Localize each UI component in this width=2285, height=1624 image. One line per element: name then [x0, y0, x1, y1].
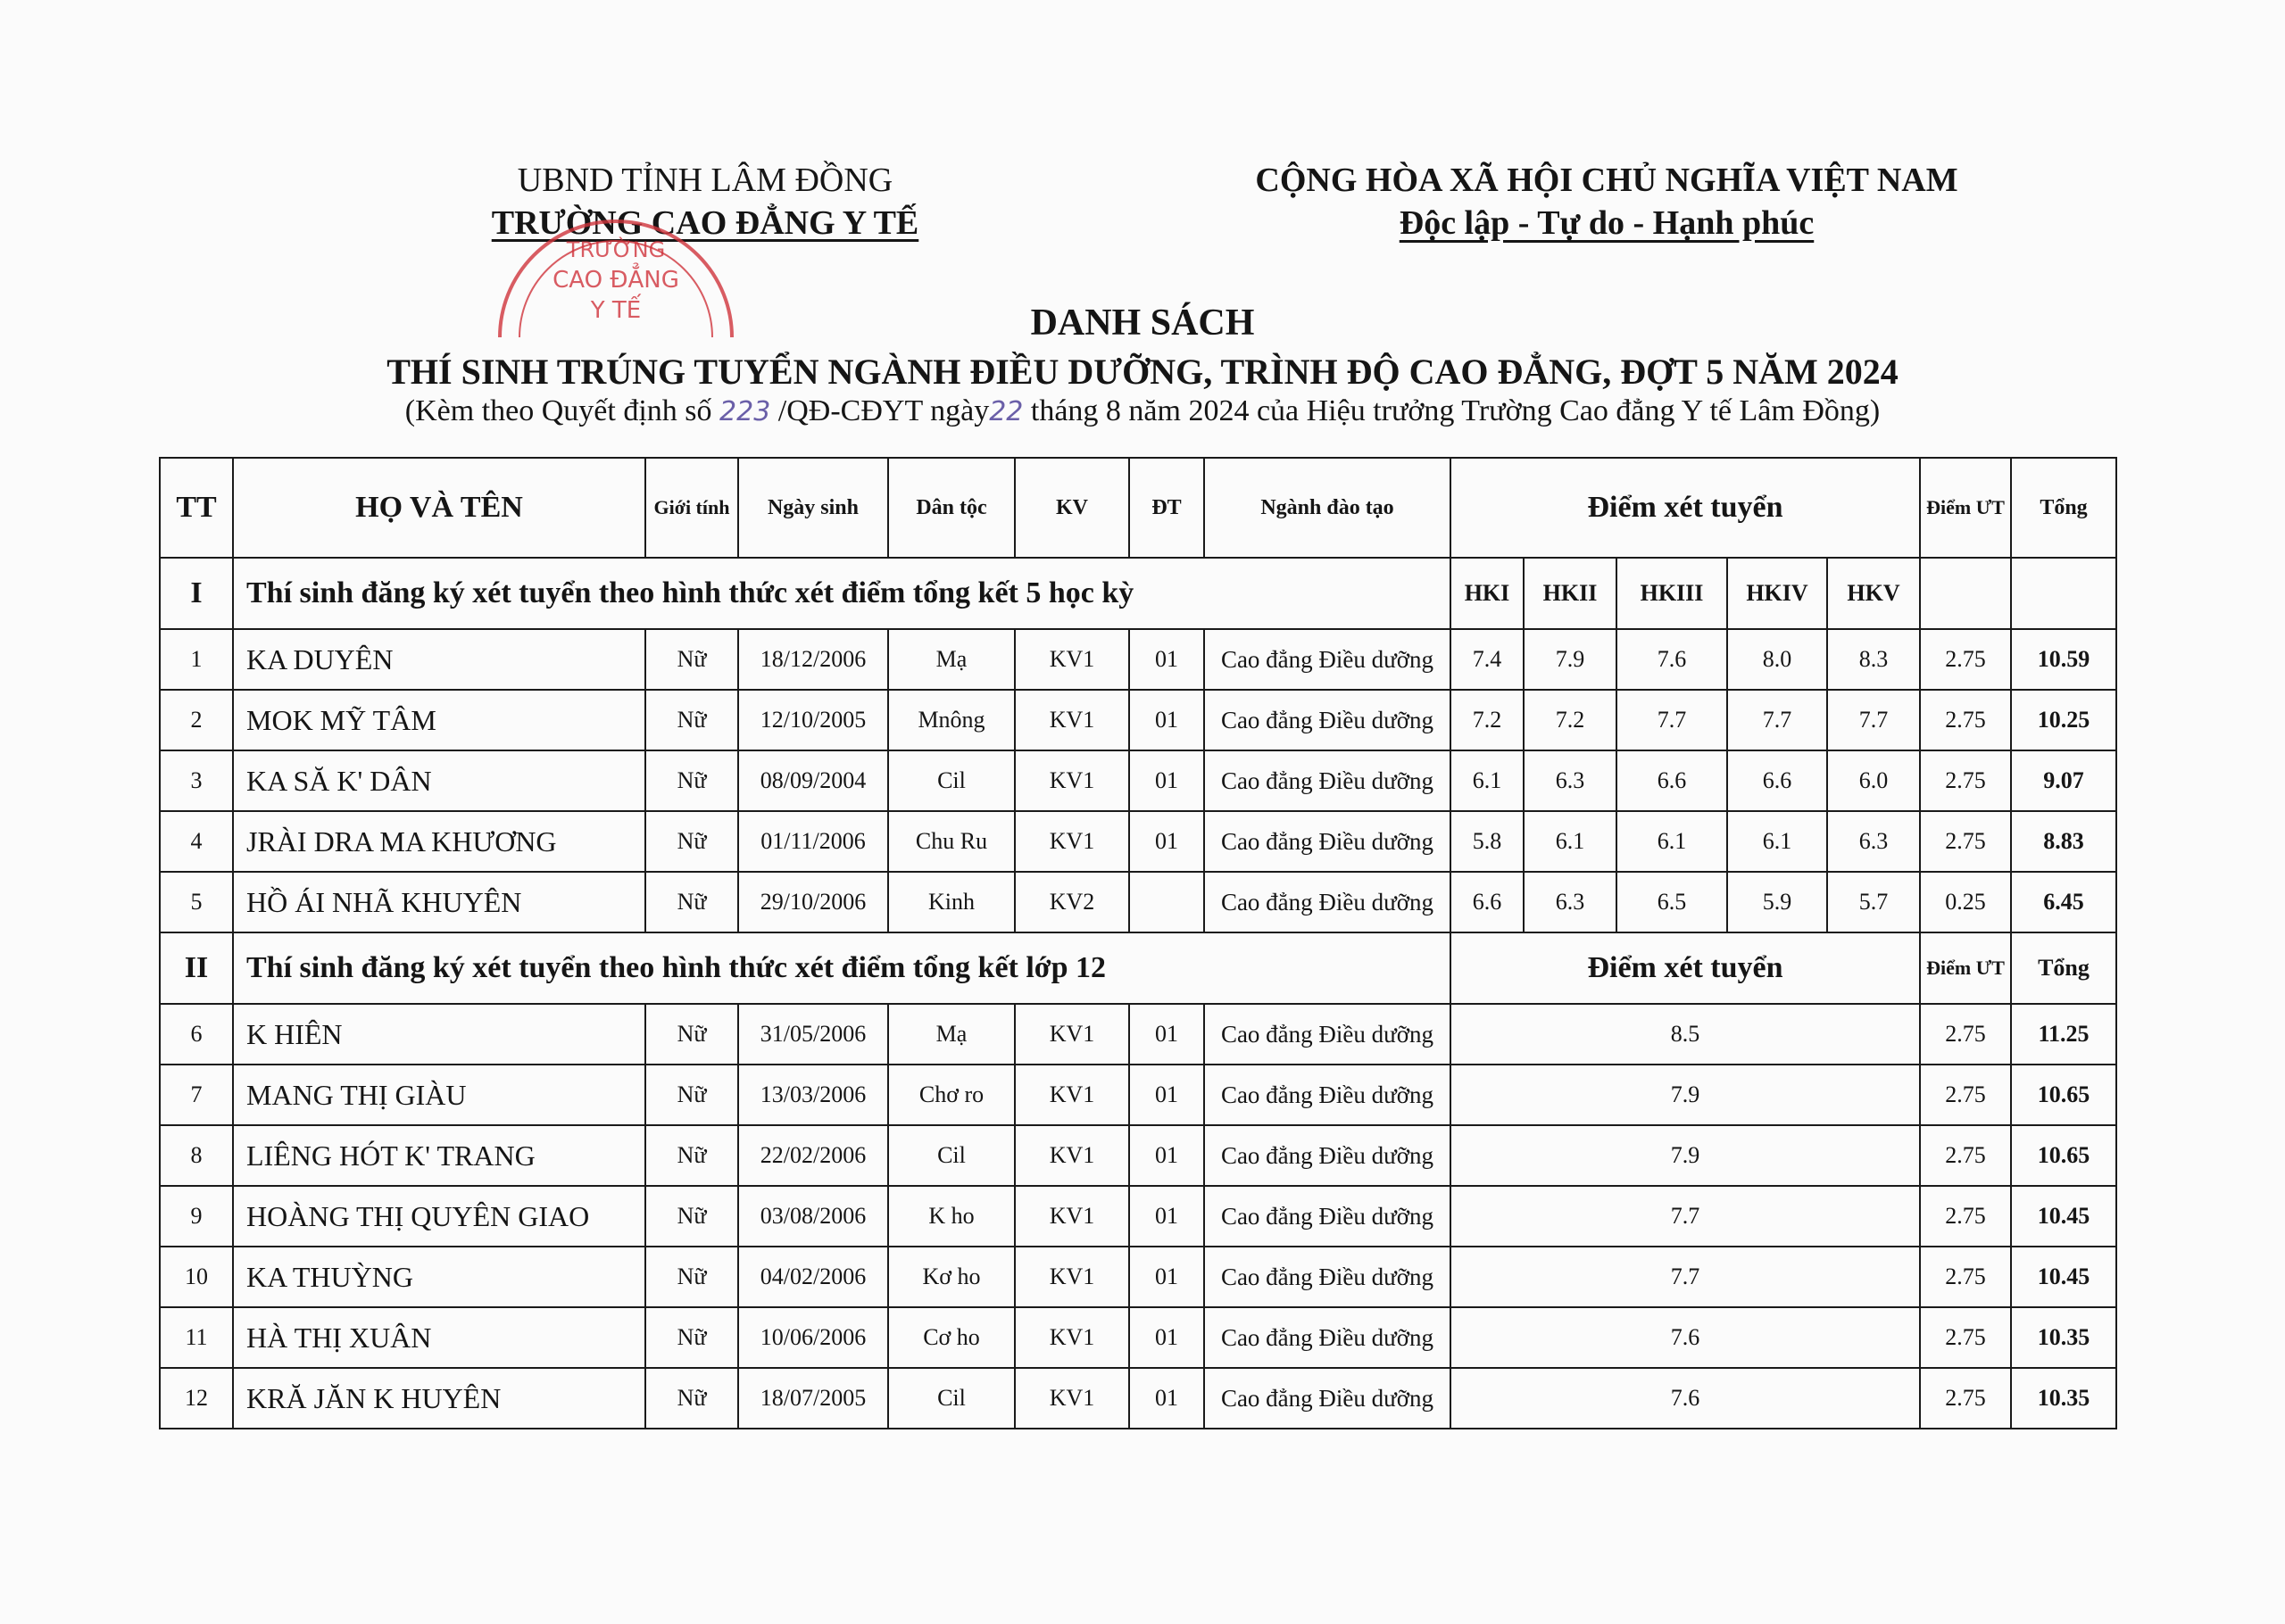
row-name: LIÊNG HÓT K' TRANG [233, 1125, 645, 1186]
row-score: 7.7 [1450, 1186, 1920, 1247]
row-tt: 9 [160, 1186, 233, 1247]
issuer-school-name: TRƯỜNG CAO ĐẲNG Y TẾ [491, 204, 919, 242]
row-dt: 01 [1129, 690, 1204, 750]
decision-reference [0, 394, 2285, 428]
table-row [160, 1368, 2116, 1429]
row-name: MANG THỊ GIÀU [233, 1065, 645, 1125]
row-ut: 2.75 [1920, 1186, 2011, 1247]
row-dt: 01 [1129, 1307, 1204, 1368]
row-major: Cao đẳng Điều dưỡng [1204, 1125, 1450, 1186]
col-header-name: HỌ VÀ TÊN [233, 458, 645, 558]
national-title: CỘNG HÒA XÃ HỘI CHỦ NGHĨA VIỆT NAM [1255, 162, 1958, 199]
row-score-hk1: 5.8 [1450, 811, 1524, 872]
row-ut: 2.75 [1920, 690, 2011, 750]
row-tt: 7 [160, 1065, 233, 1125]
row-dt: 01 [1129, 1186, 1204, 1247]
row-score-hk5: 5.7 [1827, 872, 1920, 932]
col-header-tt: TT [160, 458, 233, 558]
row-name: MOK MỸ TÂM [233, 690, 645, 750]
row-dob: 29/10/2006 [738, 872, 888, 932]
row-score: 8.5 [1450, 1004, 1920, 1065]
row-ethnic: Kinh [888, 872, 1015, 932]
row-score-hk4: 8.0 [1727, 629, 1827, 690]
table-row [160, 1065, 2116, 1125]
row-major: Cao đẳng Điều dưỡng [1204, 750, 1450, 811]
row-gender: Nữ [645, 1186, 738, 1247]
row-dt: 01 [1129, 1004, 1204, 1065]
row-score-hk5: 6.0 [1827, 750, 1920, 811]
row-major: Cao đẳng Điều dưỡng [1204, 690, 1450, 750]
decision-ref-text-a: (Kèm theo Quyết định số [404, 394, 712, 427]
row-gender: Nữ [645, 1004, 738, 1065]
table-row [160, 872, 2116, 932]
issuer-header [428, 159, 982, 244]
row-kv: KV1 [1015, 690, 1129, 750]
national-header [1187, 159, 2026, 244]
decision-ref-text-c: tháng 8 năm 2024 của Hiệu trưởng Trường Cao đẳng Y tế Lâm Đồng) [1030, 394, 1881, 427]
row-score-hk1: 6.6 [1450, 872, 1524, 932]
row-score-hk5: 8.3 [1827, 629, 1920, 690]
row-score-hk4: 6.1 [1727, 811, 1827, 872]
issuer-school [428, 202, 982, 244]
row-total: 10.35 [2011, 1368, 2116, 1429]
table-row [160, 690, 2116, 750]
row-score: 7.6 [1450, 1368, 1920, 1429]
row-score: 7.9 [1450, 1065, 1920, 1125]
row-tt: 12 [160, 1368, 233, 1429]
row-name: K HIÊN [233, 1004, 645, 1065]
sub-header-hk2: HKII [1524, 558, 1616, 629]
row-total: 10.65 [2011, 1125, 2116, 1186]
row-name: HỒ ÁI NHÃ KHUYÊN [233, 872, 645, 932]
row-score-hk2: 7.9 [1524, 629, 1616, 690]
row-score-hk4: 7.7 [1727, 690, 1827, 750]
row-ut: 2.75 [1920, 1125, 2011, 1186]
section-1-number: I [160, 558, 233, 629]
row-kv: KV1 [1015, 1004, 1129, 1065]
row-tt: 10 [160, 1247, 233, 1307]
col-header-ethnic: Dân tộc [888, 458, 1015, 558]
row-dt: 01 [1129, 811, 1204, 872]
row-ut: 2.75 [1920, 750, 2011, 811]
section-2-number: II [160, 932, 233, 1004]
row-kv: KV1 [1015, 1125, 1129, 1186]
col-header-ut: Điểm ƯT [1920, 458, 2011, 558]
table-row [160, 629, 2116, 690]
section-2-ut-header: Điểm ƯT [1920, 932, 2011, 1004]
row-tt: 3 [160, 750, 233, 811]
row-name: KRĂ JĂN K HUYÊN [233, 1368, 645, 1429]
section-1-total-blank [2011, 558, 2116, 629]
row-dob: 31/05/2006 [738, 1004, 888, 1065]
row-ethnic: Kơ ho [888, 1247, 1015, 1307]
row-tt: 11 [160, 1307, 233, 1368]
row-ut: 2.75 [1920, 1247, 2011, 1307]
col-header-major: Ngành đào tạo [1204, 458, 1450, 558]
row-gender: Nữ [645, 629, 738, 690]
row-ut: 2.75 [1920, 1368, 2011, 1429]
section-1-row [160, 558, 2116, 629]
row-score-hk1: 7.2 [1450, 690, 1524, 750]
row-dob: 01/11/2006 [738, 811, 888, 872]
row-ethnic: Mạ [888, 1004, 1015, 1065]
col-header-kv: KV [1015, 458, 1129, 558]
row-score-hk2: 6.1 [1524, 811, 1616, 872]
decision-ref-text-b: /QĐ-CĐYT ngày [777, 394, 990, 427]
sub-header-hk3: HKIII [1616, 558, 1727, 629]
row-total: 10.35 [2011, 1307, 2116, 1368]
row-ut: 2.75 [1920, 1004, 2011, 1065]
row-ethnic: K ho [888, 1186, 1015, 1247]
row-gender: Nữ [645, 1065, 738, 1125]
row-ethnic: Cơ ho [888, 1307, 1015, 1368]
row-major: Cao đẳng Điều dưỡng [1204, 811, 1450, 872]
row-total: 9.07 [2011, 750, 2116, 811]
table-row [160, 1125, 2116, 1186]
row-dob: 03/08/2006 [738, 1186, 888, 1247]
row-kv: KV1 [1015, 811, 1129, 872]
table-row [160, 1247, 2116, 1307]
row-score-hk2: 6.3 [1524, 750, 1616, 811]
row-dt: 01 [1129, 750, 1204, 811]
row-dob: 04/02/2006 [738, 1247, 888, 1307]
row-ut: 2.75 [1920, 1307, 2011, 1368]
svg-text:CAO ĐẲNG: CAO ĐẲNG [553, 267, 679, 294]
row-dt: 01 [1129, 629, 1204, 690]
row-major: Cao đẳng Điều dưỡng [1204, 1247, 1450, 1307]
row-kv: KV1 [1015, 1368, 1129, 1429]
row-total: 10.65 [2011, 1065, 2116, 1125]
row-gender: Nữ [645, 872, 738, 932]
row-ethnic: Chơ ro [888, 1065, 1015, 1125]
row-score-hk2: 7.2 [1524, 690, 1616, 750]
row-kv: KV1 [1015, 1065, 1129, 1125]
table-row [160, 1307, 2116, 1368]
row-score: 7.6 [1450, 1307, 1920, 1368]
sub-header-hk4: HKIV [1727, 558, 1827, 629]
row-ut: 2.75 [1920, 1065, 2011, 1125]
national-motto: Độc lập - Tự do - Hạnh phúc [1399, 204, 1815, 242]
row-ut: 0.25 [1920, 872, 2011, 932]
row-major: Cao đẳng Điều dưỡng [1204, 1368, 1450, 1429]
row-score-hk1: 6.1 [1450, 750, 1524, 811]
row-kv: KV1 [1015, 629, 1129, 690]
row-score-hk5: 6.3 [1827, 811, 1920, 872]
row-ethnic: Cil [888, 1368, 1015, 1429]
row-tt: 5 [160, 872, 233, 932]
row-name: KA THUỲNG [233, 1247, 645, 1307]
table-row [160, 1004, 2116, 1065]
row-dt: 01 [1129, 1065, 1204, 1125]
row-total: 10.45 [2011, 1186, 2116, 1247]
col-header-score: Điểm xét tuyển [1450, 458, 1920, 558]
sub-header-hk5: HKV [1827, 558, 1920, 629]
sub-header-hk1: HKI [1450, 558, 1524, 629]
row-ethnic: Mạ [888, 629, 1015, 690]
row-gender: Nữ [645, 1307, 738, 1368]
row-dob: 18/12/2006 [738, 629, 888, 690]
table-row [160, 811, 2116, 872]
row-major: Cao đẳng Điều dưỡng [1204, 1307, 1450, 1368]
section-2-total-header: Tổng [2011, 932, 2116, 1004]
row-gender: Nữ [645, 811, 738, 872]
table-header-row [160, 458, 2116, 558]
row-tt: 2 [160, 690, 233, 750]
row-score-hk2: 6.3 [1524, 872, 1616, 932]
row-name: HOÀNG THỊ QUYÊN GIAO [233, 1186, 645, 1247]
row-dob: 18/07/2005 [738, 1368, 888, 1429]
row-dob: 08/09/2004 [738, 750, 888, 811]
row-score: 7.7 [1450, 1247, 1920, 1307]
row-kv: KV1 [1015, 750, 1129, 811]
row-kv: KV2 [1015, 872, 1129, 932]
row-ut: 2.75 [1920, 811, 2011, 872]
row-dob: 13/03/2006 [738, 1065, 888, 1125]
row-gender: Nữ [645, 1368, 738, 1429]
section-2-title: Thí sinh đăng ký xét tuyển theo hình thức xét điểm tổng kết lớp 12 [233, 932, 1450, 1004]
row-gender: Nữ [645, 690, 738, 750]
col-header-dob: Ngày sinh [738, 458, 888, 558]
row-kv: KV1 [1015, 1186, 1129, 1247]
row-dob: 10/06/2006 [738, 1307, 888, 1368]
row-name: JRÀI DRA MA KHƯƠNG [233, 811, 645, 872]
row-name: KA DUYÊN [233, 629, 645, 690]
row-kv: KV1 [1015, 1307, 1129, 1368]
row-score-hk3: 7.6 [1616, 629, 1727, 690]
row-tt: 8 [160, 1125, 233, 1186]
row-score-hk3: 6.5 [1616, 872, 1727, 932]
row-ut: 2.75 [1920, 629, 2011, 690]
row-ethnic: Chu Ru [888, 811, 1015, 872]
row-total: 11.25 [2011, 1004, 2116, 1065]
issuer-authority: UBND TỈNH LÂM ĐỒNG [517, 162, 893, 199]
row-dt: 01 [1129, 1125, 1204, 1186]
row-gender: Nữ [645, 750, 738, 811]
row-tt: 1 [160, 629, 233, 690]
row-dt: 01 [1129, 1247, 1204, 1307]
row-name: HÀ THỊ XUÂN [233, 1307, 645, 1368]
col-header-dt: ĐT [1129, 458, 1204, 558]
row-score-hk5: 7.7 [1827, 690, 1920, 750]
row-total: 10.59 [2011, 629, 2116, 690]
row-major: Cao đẳng Điều dưỡng [1204, 629, 1450, 690]
row-dob: 22/02/2006 [738, 1125, 888, 1186]
row-gender: Nữ [645, 1125, 738, 1186]
row-total: 10.25 [2011, 690, 2116, 750]
row-total: 6.45 [2011, 872, 2116, 932]
svg-text:TRƯỜNG: TRƯỜNG [566, 237, 666, 262]
row-dob: 12/10/2005 [738, 690, 888, 750]
row-score-hk1: 7.4 [1450, 629, 1524, 690]
admission-table [159, 457, 2117, 1429]
row-dt: 01 [1129, 1368, 1204, 1429]
row-major: Cao đẳng Điều dưỡng [1204, 1065, 1450, 1125]
row-ethnic: Cil [888, 750, 1015, 811]
row-score-hk3: 7.7 [1616, 690, 1727, 750]
col-header-total: Tổng [2011, 458, 2116, 558]
table-row [160, 750, 2116, 811]
row-name: KA SĂ K' DÂN [233, 750, 645, 811]
row-kv: KV1 [1015, 1247, 1129, 1307]
row-score: 7.9 [1450, 1125, 1920, 1186]
col-header-gender: Giới tính [645, 458, 738, 558]
table-row [160, 1186, 2116, 1247]
row-gender: Nữ [645, 1247, 738, 1307]
row-ethnic: Cil [888, 1125, 1015, 1186]
row-ethnic: Mnông [888, 690, 1015, 750]
row-major: Cao đẳng Điều dưỡng [1204, 872, 1450, 932]
row-major: Cao đẳng Điều dưỡng [1204, 1004, 1450, 1065]
row-score-hk3: 6.6 [1616, 750, 1727, 811]
decision-day-handwritten: 22 [989, 396, 1024, 427]
document-subtitle: THÍ SINH TRÚNG TUYỂN NGÀNH ĐIỀU DƯỠNG, TRÌNH ĐỘ CAO ĐẲNG, ĐỢT 5 NĂM 2024 [386, 352, 1899, 392]
row-dt [1129, 872, 1204, 932]
row-total: 8.83 [2011, 811, 2116, 872]
section-2-row [160, 932, 2116, 1004]
svg-text:Y TẾ: Y TẾ [590, 297, 642, 324]
row-score-hk4: 6.6 [1727, 750, 1827, 811]
section-2-score-header: Điểm xét tuyển [1450, 932, 1920, 1004]
row-total: 10.45 [2011, 1247, 2116, 1307]
decision-number-handwritten: 223 [719, 396, 771, 427]
section-1-title: Thí sinh đăng ký xét tuyển theo hình thức xét điểm tổng kết 5 học kỳ [233, 558, 1450, 629]
row-tt: 6 [160, 1004, 233, 1065]
document-title: DANH SÁCH [1030, 302, 1255, 344]
row-tt: 4 [160, 811, 233, 872]
row-major: Cao đẳng Điều dưỡng [1204, 1186, 1450, 1247]
row-score-hk3: 6.1 [1616, 811, 1727, 872]
section-1-ut-blank [1920, 558, 2011, 629]
row-score-hk4: 5.9 [1727, 872, 1827, 932]
